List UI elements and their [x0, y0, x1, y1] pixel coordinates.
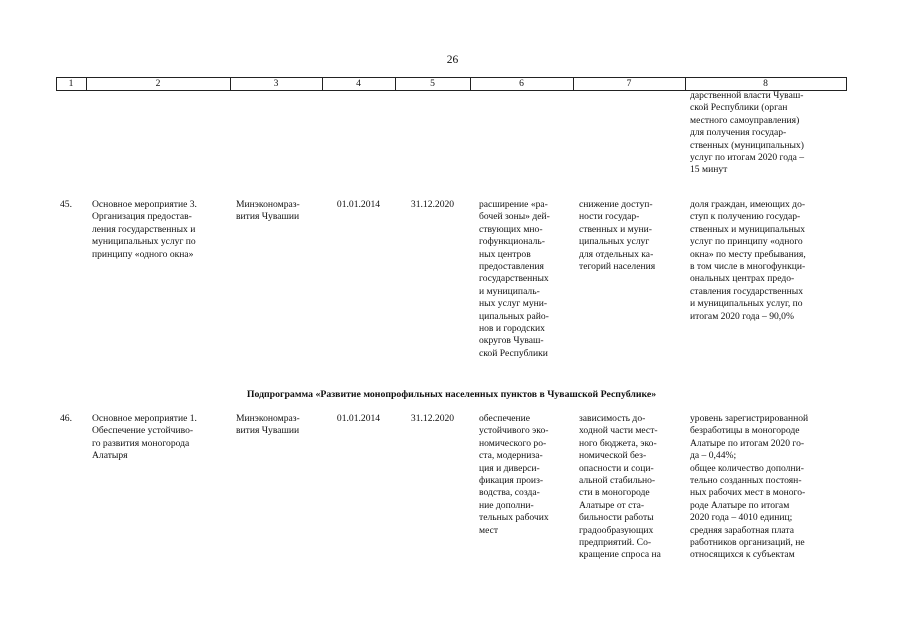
header-col-6: 6 — [519, 78, 524, 89]
indicators: доля граждан, имеющих до- ступ к получению государ- ственных и муниципальных услуг по принципу «одного окна» по месту пребывания, в том числе в многофункци- ональных центрах предо- ставления государственных и муниципальных услуг, по итогам 2020 года – 90,0% — [690, 199, 806, 322]
header-col-3: 3 — [273, 78, 279, 89]
expected-result: обеспечение устойчивого эко- номического ро- ста, модерниза- ция и диверси- фикация произ- водства, созда- ние дополни- тельных рабочих мест — [479, 413, 549, 536]
header-col-2: 2 — [155, 78, 161, 89]
header-col-7: 7 — [626, 78, 632, 89]
executor: Минэкономраз- вития Чувашии — [236, 199, 300, 223]
continuation-cell: дарственной власти Чуваш- ской Республики (орган местного самоуправления) для получения государ- ственных (муниципальных) услуг по итогам 2020 года – 15 минут — [690, 90, 805, 176]
expected-result: расширение «ра- бочей зоны» дей- ствующих мно- гофункциональ- ных центров предоставления государственных и муниципаль- ных услуг муни- ципальных райо- нов и городских округов Чуваш- ской Республики — [479, 199, 550, 359]
header-divider — [846, 77, 847, 90]
subprogram-title: Подпрограмма «Развитие монопрофильных населенных пунктов в Чувашской Республике» — [246, 389, 657, 400]
activity-name: Основное мероприятие 1. Обеспечение устойчиво- го развития моногорода Алатыря — [92, 413, 197, 462]
start-date: 01.01.2014 — [336, 413, 381, 424]
header-col-5: 5 — [430, 78, 435, 89]
executor: Минэкономраз- вития Чувашии — [236, 413, 300, 437]
header-col-8: 8 — [763, 78, 768, 89]
risks: зависимость до- ходной части мест- ного бюджета, эко- номической без- опасности и соци- альной стабильно- сти в моногороде Алатыре от ста- бильности работы градообразующих предприятий. Со- кращение спроса на — [579, 413, 661, 561]
page-number: 26 — [446, 54, 459, 66]
indicators: уровень зарегистрированной безработицы в моногороде Алатыре по итогам 2020 го- да – 0,44%; общее количество дополни- тельно созданных постоян- ных рабочих мест в моного- роде Алатыре по итогам 2020 года – 4010 единиц; средняя заработная плата работников организаций, не относящихся к субъектам — [690, 413, 809, 561]
activity-name: Основное мероприятие 3. Организация предостав- ления государственных и муниципальных услуг по принципу «одного окна» — [92, 199, 197, 260]
header-col-1: 1 — [68, 78, 74, 89]
end-date: 31.12.2020 — [410, 413, 455, 424]
header-col-4: 4 — [356, 78, 361, 89]
start-date: 01.01.2014 — [336, 199, 381, 210]
row-number: 46. — [60, 413, 72, 424]
risks: снижение доступ- ности государ- ственных и муни- ципальных услуг для отдельных ка- тегорий населения — [579, 199, 656, 273]
end-date: 31.12.2020 — [410, 199, 455, 210]
row-number: 45. — [60, 199, 72, 210]
